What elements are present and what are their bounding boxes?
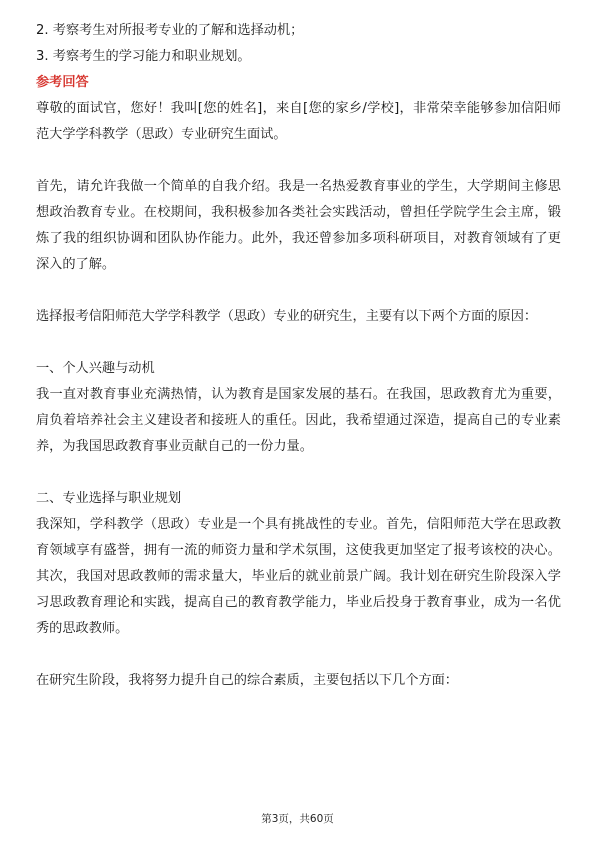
closing-intro-paragraph: 在研究生阶段，我将努力提升自己的综合素质，主要包括以下几个方面：	[36, 673, 458, 688]
paragraph-spacer	[36, 278, 561, 304]
section1-body: 我一直对教育事业充满热情，认为教育是国家发展的基石。在我国，思政教育尤为重要，肩负着培养社会主义建设者和接班人的重任。因此，我希望通过深造，提高自己的专业素养，为我国思政教育事业贡献自己的一份力量。	[36, 387, 561, 454]
page-number-footer: 第3页，共60页	[261, 813, 334, 825]
section2-body: 我深知，学科教学（思政）专业是一个具有挑战性的专业。首先，信阳师范大学在思政教育领域享有盛誉，拥有一流的师资力量和学术氛围，这使我更加坚定了报考该校的决心。其次，我国对思政教师的需求量大，毕业后的就业前景广阔。我计划在研究生阶段深入学习思政教育理论和实践，提高自己的教育教学能力，毕业后投身于教育事业，成为一名优秀的思政教师。	[36, 517, 561, 636]
section1-title: 一、个人兴趣与动机	[36, 361, 155, 376]
self-intro-paragraph: 首先，请允许我做一个简单的自我介绍。我是一名热爱教育事业的学生，大学期间主修思想政治教育专业。在校期间，我积极参加各类社会实践活动，曾担任学院学生会主席，锻炼了我的组织协调和团队协作能力。此外，我还曾参加多项科研项目，对教育领域有了更深入的了解。	[36, 179, 561, 272]
greeting-paragraph: 尊敬的面试官，您好！我叫[您的姓名]，来自[您的家乡/学校]，非常荣幸能够参加信阳师范大学学科教学（思政）专业研究生面试。	[36, 101, 561, 142]
answer-heading: 参考回答	[36, 75, 89, 90]
paragraph-spacer	[36, 148, 561, 174]
document-body	[36, 18, 561, 694]
paragraph-spacer	[36, 330, 561, 356]
reason-intro-paragraph: 选择报考信阳师范大学学科教学（思政）专业的研究生，主要有以下两个方面的原因：	[36, 309, 538, 324]
intro-point-2: 2. 考察考生对所报考专业的了解和选择动机；	[36, 23, 304, 38]
paragraph-spacer	[36, 460, 561, 486]
paragraph-spacer	[36, 642, 561, 668]
section2-title: 二、专业选择与职业规划	[36, 491, 182, 506]
intro-point-3: 3. 考察考生的学习能力和职业规划。	[36, 49, 251, 64]
